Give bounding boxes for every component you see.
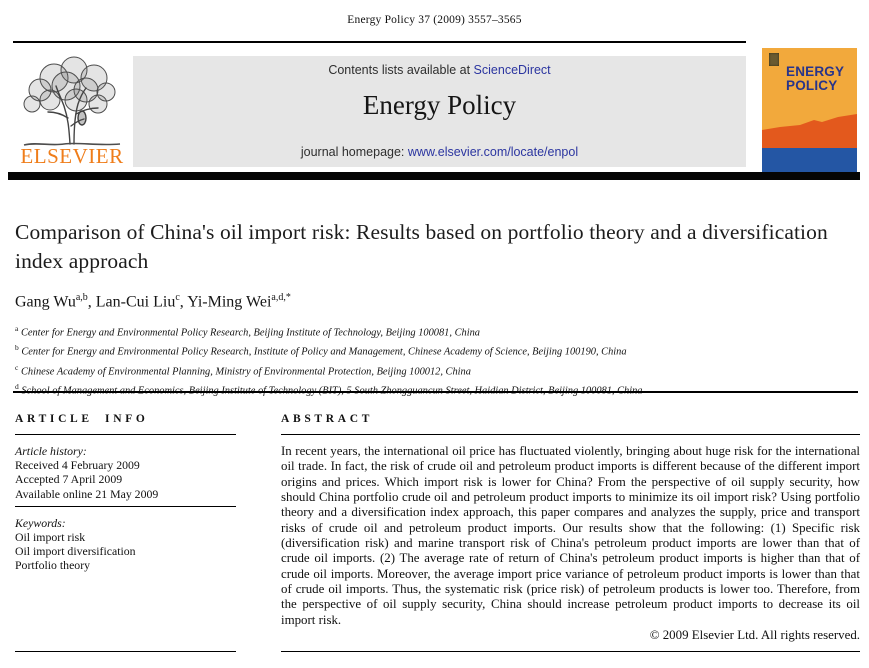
contents-line	[133, 63, 746, 77]
author-name: Gang Wu	[15, 293, 76, 311]
copyright-line: © 2009 Elsevier Ltd. All rights reserved.	[649, 628, 860, 643]
cover-mini-logo-icon	[769, 53, 779, 66]
cover-title	[786, 65, 844, 93]
article-history	[15, 444, 236, 507]
article-history-label: Article history:	[15, 444, 87, 458]
cover-bottom-band	[762, 148, 857, 172]
journal-homepage-link[interactable]: www.elsevier.com/locate/enpol	[407, 145, 579, 159]
author-affil-marks: a,d,*	[271, 292, 291, 303]
author-affil-marks: a,b	[75, 292, 88, 303]
cover-title-line2: POLICY	[786, 78, 838, 93]
affiliations	[15, 322, 805, 399]
bottom-rule-right	[281, 651, 860, 652]
abstract-text: In recent years, the international oil price has fluctuated violently, bringing about huge risk for the international oil trade. In fact, the risk of crude oil and petroleum product imports is different because of the different import origins and prices. Which import risk is lower for China? From the perspective of oil supply security, how should China portfolio crude oil and petroleum product imports to minimize its oil import risk? Using portfolio theory and a diversification index approach, this paper compares and analyzes the supply, price and transport risks of crude oil and petroleum product imports. Our results show that the following: (1) Specific risk (diversification risk) and marine transport risk of China's petroleum product imports are lower than that of crude oil imports. (2) The average rate of return of China's petroleum product imports is higher than that of crude oil imports. Moreover, the average import price variance of petroleum product imports is lower than that of crude oil imports. Thus, the systematic risk (price risk) of petroleum products is lower too. Therefore, from the perspective of oil supply security, China should increase petroleum product imports to decrease its oil import risk.	[281, 444, 860, 627]
cover-mountain-graphic	[762, 114, 857, 148]
affiliation-line: $^a$ Center for Energy and Environmental Policy Research, Beijing Institute of Technology, Beijing 100081, China	[15, 324, 480, 339]
header-divider-bar	[8, 172, 860, 180]
keyword-line: Oil import risk	[15, 530, 86, 545]
abstract-column	[281, 413, 860, 643]
homepage-prefix: journal homepage:	[300, 145, 408, 159]
author-name: Lan-Cui Liu	[95, 293, 176, 311]
keyword-line: Oil import diversification	[15, 544, 136, 559]
abstract-heading: ABSTRACT	[281, 413, 860, 435]
keyword-line: Portfolio theory	[15, 558, 91, 573]
affiliation-line: $^b$ Center for Energy and Environmental Policy Research, Institute of Policy and Management, Chinese Academy of Science, Beijing 100190, China	[15, 343, 627, 358]
elsevier-wordmark: ELSEVIER	[20, 144, 124, 168]
keywords-block	[15, 516, 236, 573]
journal-citation: Energy Policy 37 (2009) 3557–3565	[347, 14, 522, 26]
author-line: Gang Wu$^{a,b}$, Lan-Cui Liu$^c$, Yi-Ming Wei$^{a,d,*}$	[15, 292, 291, 311]
author-affil-marks: c	[175, 292, 180, 303]
journal-name: Energy Policy	[362, 90, 517, 120]
elsevier-tree-icon	[16, 56, 128, 148]
affiliation-line: $^c$ Chinese Academy of Environmental Planning, Ministry of Environmental Protection, Beijing 100012, China	[15, 362, 471, 377]
keywords-label: Keywords:	[15, 515, 66, 530]
history-line: Received 4 February 2009	[15, 458, 140, 473]
history-line: Accepted 7 April 2009	[15, 472, 123, 487]
article-info-heading: ARTICLE INFO	[15, 413, 236, 435]
history-line: Available online 21 May 2009	[15, 486, 159, 501]
homepage-line	[133, 145, 746, 159]
elsevier-logo	[13, 56, 131, 169]
affiliation-line: d	[15, 381, 19, 391]
article-title: Comparison of China's oil import risk: Results based on portfolio theory and a diversification index approach	[15, 220, 828, 273]
article-info-column	[15, 413, 236, 573]
journal-cover-thumbnail	[762, 48, 857, 172]
section-divider-rule	[13, 391, 858, 393]
bottom-rule-left	[15, 651, 236, 652]
cover-title-line1: ENERGY	[786, 64, 845, 79]
top-rule	[13, 41, 746, 43]
author-name: Yi-Ming Wei	[187, 293, 272, 311]
journal-banner	[133, 56, 746, 167]
contents-prefix: Contents lists available at	[328, 63, 474, 77]
sciencedirect-link[interactable]: ScienceDirect	[473, 63, 551, 77]
